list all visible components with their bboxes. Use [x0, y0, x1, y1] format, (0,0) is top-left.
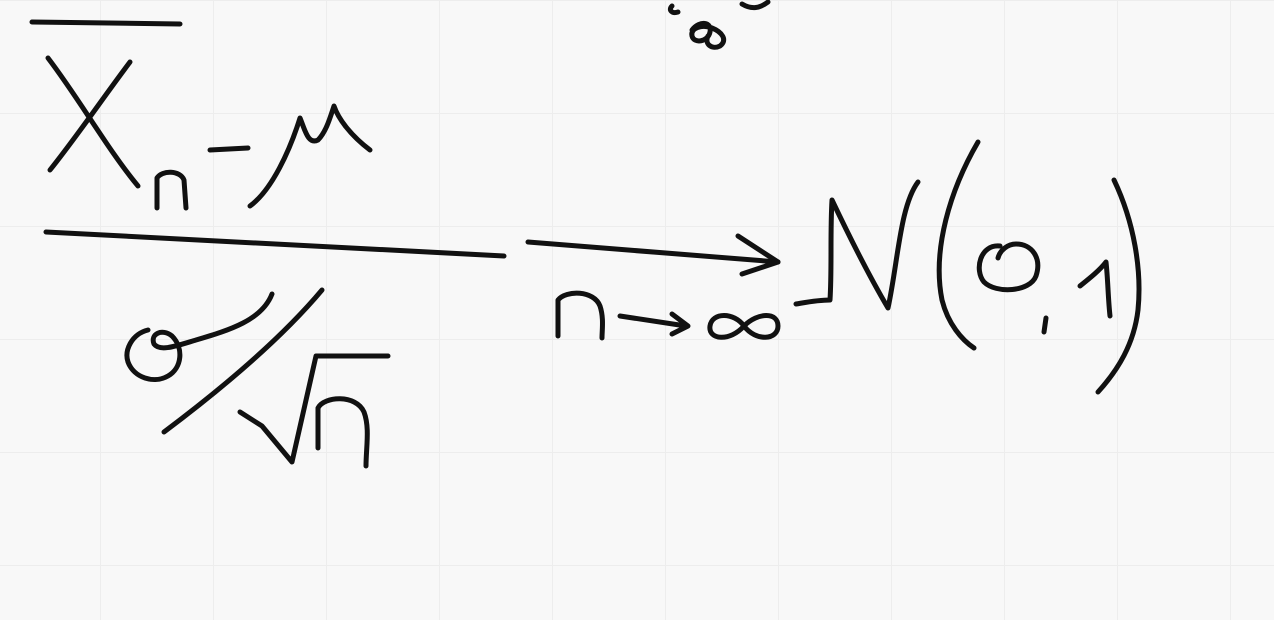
comma	[1044, 318, 1046, 332]
x-stroke-1	[48, 58, 138, 186]
mu-symbol	[250, 106, 370, 206]
n-letter	[558, 293, 603, 338]
arrow-shaft	[528, 242, 778, 262]
sqrt-n	[318, 399, 367, 466]
left-paren	[939, 142, 978, 348]
digit-one	[1080, 262, 1110, 316]
right-paren	[1098, 180, 1139, 392]
normal-distribution	[796, 142, 1139, 392]
digit-zero	[979, 244, 1038, 290]
top-scribble	[670, 2, 768, 47]
numerator	[32, 22, 370, 208]
minus-sign	[210, 148, 248, 150]
infinity-symbol	[710, 316, 778, 338]
arrow-head	[738, 236, 778, 274]
fraction-bar	[46, 232, 504, 256]
denominator	[127, 290, 388, 466]
sigma-symbol	[127, 294, 272, 380]
overline-bar	[32, 22, 180, 24]
subscript-n	[157, 172, 186, 208]
division-slash	[164, 290, 322, 432]
convergence-arrow	[528, 236, 778, 338]
letter-N	[796, 182, 918, 308]
